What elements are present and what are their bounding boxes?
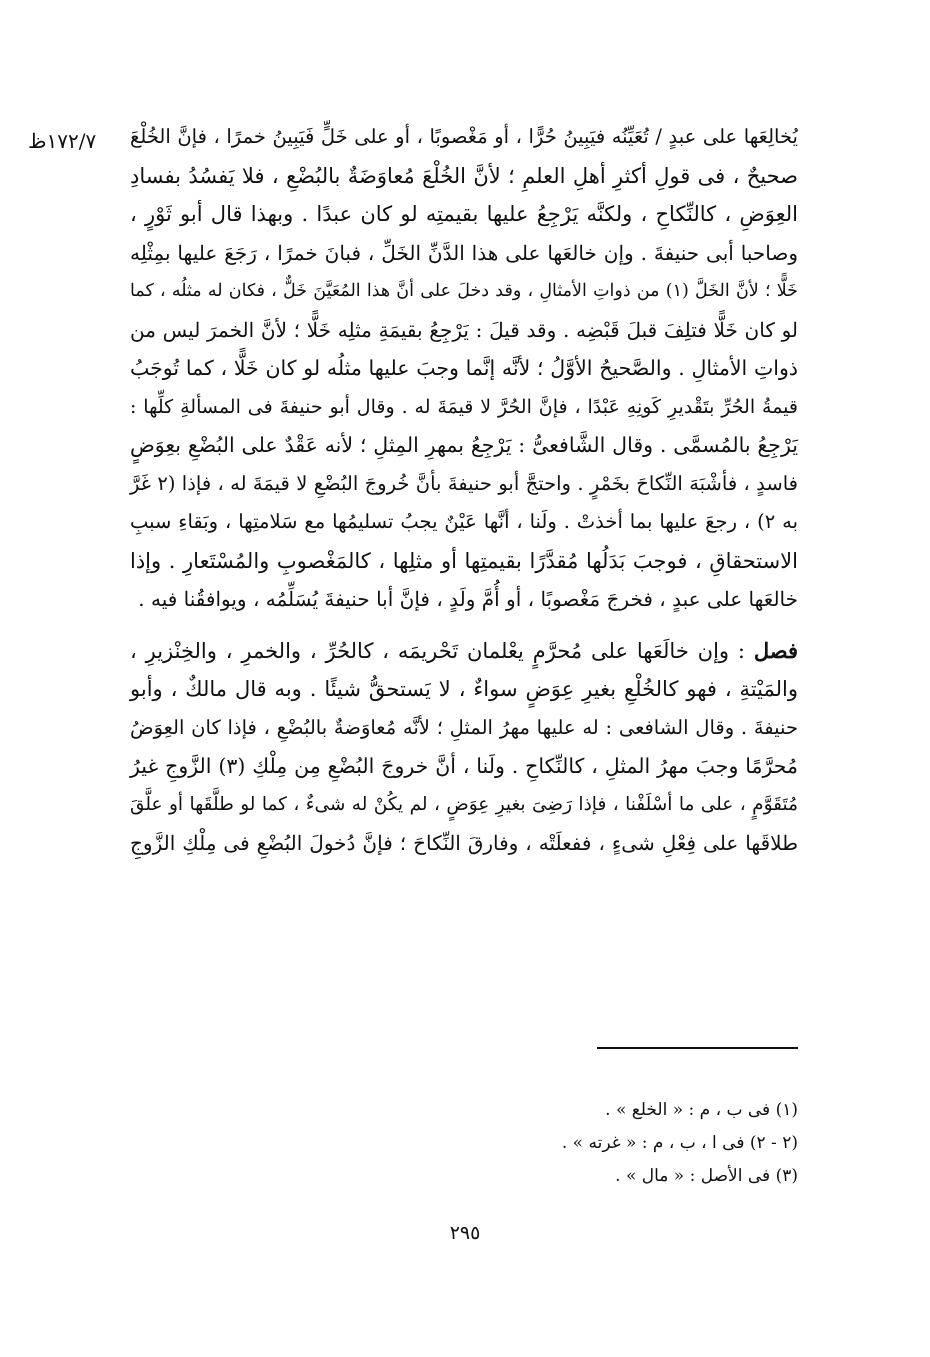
text-line: مُحرَّمًا وجبَ مهرُ المثلِ ، كالنِّكاحِ . ولَنا ، أنَّ خروجَ البُضْعِ مِن مِلْكِ (٣) الزَّوجِ غيرُ — [130, 754, 798, 778]
footnote: (١) فى ب ، م : « الخلع » . — [605, 1100, 798, 1120]
footnote: (٣) فى الأصل : « مال » . — [615, 1166, 798, 1186]
text-line: وصاحبا أبى حنيفةَ . وإن خالعَها على هذا الدَّنِّ الخَلِّ ، فبانَ خمرًا ، رَجَعَ عليها بمِثْلِه — [130, 240, 798, 265]
footnote: (٢ - ٢) فى ا ، ب ، م : « غرته » . — [561, 1133, 798, 1153]
text-line: مُتَقَوَّمٍ ، على ما أسْلَفْنا ، فإذا رَضِىَ بغيرِ عِوَضٍ ، لم يكُنْ له شىءٌ ، كما لو طلَّقَها أو علَّقَ — [130, 793, 798, 815]
text-line: حنيفةَ . وقال الشافعى : له عليها مهرُ المثلِ ؛ لأنَّه مُعاوَضةٌ بالبُضْعِ ، فإذا كان العِوَضُ — [130, 715, 798, 739]
text-line: لو كان خَلًّا فتلِفَ قبلَ قَبْضِه . وقد قيلَ : يَرْجِعُ بقيمَةِ مثلِه خَلًّا ؛ لأنَّ الخمرَ ليس من — [130, 317, 798, 342]
text-line: به ٢) ، رجعَ عليها بما أخذتْ . ولَنا ، أنَّها عَيْنٌ يجبُ تسليمُها مع سَلامتِها ، وبَقاءِ سببِ — [130, 510, 798, 533]
margin-reference: ١٧٢/٧ظ — [28, 129, 97, 153]
text-line: يَرْجِعُ بالمُسمَّى . وقال الشَّافعىُّ : يَرْجِعُ بمهرِ المِثلِ ؛ لأنه عَقْدٌ على البُضْعِ بعِوَضٍ — [130, 433, 798, 457]
text-line-content: : وإن خالَعَها على مُحرَّمٍ يعْلمان تَحْريمَه ، كالحُرِّ ، والخمرِ ، والخِنْزيرِ ، — [130, 638, 745, 663]
paragraph-1 — [130, 118, 798, 619]
text-line: ذواتِ الأمثالِ . والصَّحيحُ الأوَّلُ ؛ لأنَّه إنَّما وجبَ عليها مثلُه لو كان خَلًّا ، كما تُوجَبُ — [130, 356, 798, 380]
section-label: فصل — [753, 637, 798, 663]
text-line: والمَيْتةِ ، فهو كالخُلْعِ بغيرِ عِوَضٍ سواءٌ ، لا يَستحقُّ شيئًا . وبه قال مالكٌ ، وأبو — [130, 677, 798, 701]
text-line: فاسدٍ ، فأشْبَهَ النِّكاحَ بخَمْرٍ . واحتجَّ أبو حنيفةَ بأنَّ خُروجَ البُضْعِ لا قيمَةَ له ، فإذا (٢ غَرَّ — [130, 471, 798, 495]
text-line: خالعَها على عبدٍ ، فخرجَ مَغْصوبًا ، أو أُمَّ ولَدٍ ، فإنَّ أبا حنيفةَ يُسَلِّمُه ، ويوافقُنا فيه . — [138, 587, 798, 611]
text-line: خَلًّا ؛ لأنَّ الخَلَّ (١) من ذواتِ الأمثالِ ، وقد دخلَ على أنَّ هذا المُعَيَّنَ خَلٌّ ، فكان له مثلُه ، كما — [130, 281, 798, 301]
text-line: العِوَضِ ، كالنِّكاحِ ، ولكنَّه يَرْجِعُ عليها بقيمتِه لو كان عبدًا . وبهذا قال أبو ثَوْرٍ ، — [130, 202, 798, 226]
text-line: يُخالِعَها على عبدٍ / تُعَيِّنُه فيَبِينُ حُرًّا ، أو مَغْصوبًا ، أو على خَلٍّ فَيَبِينُ خمرًا ، فإنَّ الخُلْعَ — [130, 125, 798, 148]
footnote-divider — [597, 1047, 798, 1049]
text-line: طلاقَها على فِعْلِ شىءٍ ، ففعلَتْه ، وفارقَ النِّكاحَ ؛ فإنَّ دُخولَ البُضْعِ فى مِلْكِ الزَّوجِ — [130, 831, 798, 855]
text-line — [130, 632, 798, 671]
text-line: الاستحقاقِ ، فوجبَ بَدَلُها مُقدَّرًا بقيمتِها أو مثلِها ، كالمَغْصوبِ والمُسْتَعارِ . وإذا — [130, 548, 798, 573]
text-line: قيمةُ الحُرِّ بتَقْديرِ كَونِهِ عَبْدًا ، فإنَّ الحُرَّ لا قيمَةَ له . وقال أبو حنيفةَ فى المسألةِ كلِّها : — [130, 395, 798, 418]
paragraph-2 — [130, 632, 798, 863]
footnotes — [400, 1094, 798, 1193]
page-number: ٢٩٥ — [449, 1222, 481, 1244]
text-line: صحيحٌ ، فى قولِ أكثرِ أهلِ العلمِ ؛ لأنَّ الخُلْعَ مُعاوَضَةٌ بالبُضْعِ ، فلا يَفسُدُ بفسادِ — [130, 163, 798, 188]
main-text — [130, 118, 798, 863]
